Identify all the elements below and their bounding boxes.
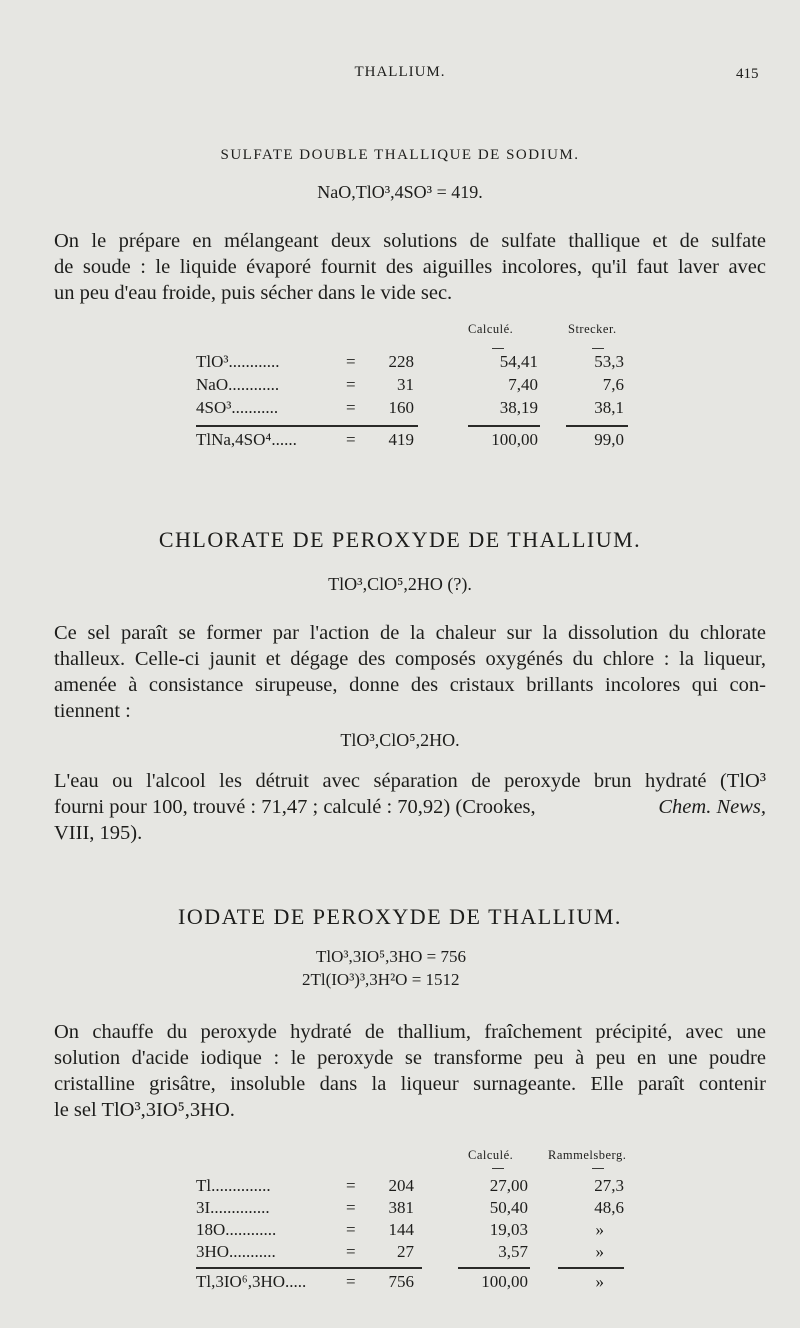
total-value: 419 <box>388 430 414 449</box>
row-name: 18O............ <box>196 1220 277 1239</box>
running-title: THALLIUM. <box>354 64 446 80</box>
row-value: 160 <box>388 398 414 417</box>
row-found: 27,3 <box>594 1176 624 1195</box>
column-dash <box>492 1168 504 1169</box>
total-rule <box>196 425 418 427</box>
section1-title: SULFATE DOUBLE THALLIQUE DE SODIUM. <box>220 147 580 163</box>
section3-formula-b: 2Tl(IO³)³,3H²O = 1512 <box>302 970 460 989</box>
section1-formula: NaO,TlO³,4SO³ = 419. <box>317 182 483 202</box>
section3-table <box>196 1148 636 1298</box>
column-dash <box>592 1168 604 1169</box>
row-equals: = <box>346 398 356 417</box>
total-calc: 100,00 <box>481 1272 528 1291</box>
paragraph-line: tiennent : <box>54 700 131 722</box>
paragraph-line: un peu d'eau froide, puis sécher dans le vide sec. <box>54 282 453 304</box>
section1-paragraph <box>54 228 766 306</box>
row-value: 228 <box>388 352 414 371</box>
paragraph-line: fourni pour 100, trouvé : 71,47 ; calculé : 70,92) (Crookes, <box>54 796 536 818</box>
section2-paragraph2 <box>54 768 766 846</box>
page-number: 415 <box>736 66 759 82</box>
total-value: 756 <box>388 1272 414 1291</box>
total-rule <box>566 425 628 427</box>
total-rule <box>196 1267 422 1269</box>
total-found: » <box>595 1272 604 1291</box>
row-calc: 38,19 <box>499 398 538 417</box>
total-rule <box>468 425 540 427</box>
total-name: Tl,3IO⁶,3HO..... <box>196 1272 307 1291</box>
row-found: 7,6 <box>602 375 624 394</box>
section3-formula-a: TlO³,3IO⁵,3HO = 756 <box>316 947 466 966</box>
row-equals: = <box>346 1176 356 1195</box>
row-value: 31 <box>397 375 414 394</box>
row-calc: 7,40 <box>508 375 538 394</box>
row-name: TlO³............ <box>196 352 280 371</box>
row-value: 381 <box>388 1198 414 1217</box>
paragraph-line: de soude : le liquide évaporé fournit des aiguilles incolores, qu'il faut laver avec <box>54 256 766 278</box>
total-rule <box>458 1267 530 1269</box>
row-calc: 50,40 <box>489 1198 528 1217</box>
total-rule <box>558 1267 624 1269</box>
row-equals: = <box>346 375 356 394</box>
section2-title: CHLORATE DE PEROXYDE DE THALLIUM. <box>158 527 642 552</box>
row-value: 204 <box>388 1176 414 1195</box>
row-name: 3HO........... <box>196 1242 276 1261</box>
total-equals: = <box>346 1272 356 1291</box>
paragraph-line-with-citation <box>54 794 766 820</box>
section2-paragraph1 <box>54 620 766 724</box>
paragraph-line: VIII, 195). <box>54 822 143 844</box>
paragraph-line: Ce sel paraît se former par l'action de la chaleur sur la dissolution du chlorate <box>54 622 766 644</box>
row-found: » <box>595 1220 604 1239</box>
section2-formula: TlO³,ClO⁵,2HO (?). <box>328 574 472 594</box>
row-found: 48,6 <box>594 1198 624 1217</box>
paragraph-line: L'eau ou l'alcool les détruit avec séparation de peroxyde brun hydraté (TlO³ <box>54 770 766 792</box>
row-found: 53,3 <box>594 352 624 371</box>
section3-title: IODATE DE PEROXYDE DE THALLIUM. <box>178 904 622 929</box>
col-header-calcule: Calculé. <box>468 1148 514 1162</box>
section3-paragraph <box>54 1019 766 1123</box>
column-dash <box>492 348 504 349</box>
row-value: 27 <box>397 1242 414 1261</box>
col-header-rammelsberg: Rammelsberg. <box>548 1148 627 1162</box>
row-calc: 19,03 <box>489 1220 528 1239</box>
total-calc: 100,00 <box>491 430 538 449</box>
row-calc: 54,41 <box>499 352 538 371</box>
row-equals: = <box>346 1198 356 1217</box>
total-equals: = <box>346 430 356 449</box>
row-equals: = <box>346 1220 356 1239</box>
row-name: 3I.............. <box>196 1198 270 1217</box>
paragraph-line: On chauffe du peroxyde hydraté de thallium, fraîchement précipité, avec une <box>54 1021 766 1043</box>
column-dash <box>592 348 604 349</box>
row-found: » <box>595 1242 604 1261</box>
row-found: 38,1 <box>594 398 624 417</box>
paragraph-line: thalleux. Celle-ci jaunit et dégage des composés oxygénés du chlore : la liqueur, <box>54 648 766 670</box>
row-equals: = <box>346 1242 356 1261</box>
row-calc: 27,00 <box>489 1176 528 1195</box>
col-header-calcule: Calculé. <box>468 322 514 336</box>
journal-citation: Chem. News, <box>658 796 766 818</box>
section1-table <box>196 322 636 462</box>
paragraph-line: solution d'acide iodique : le peroxyde se transforme peu à peu en une poudre <box>54 1047 766 1069</box>
row-name: NaO............ <box>196 375 280 394</box>
row-name: Tl.............. <box>196 1176 271 1195</box>
paragraph-line: le sel TlO³,3IO⁵,3HO. <box>54 1099 235 1121</box>
paragraph-line: On le prépare en mélangeant deux solutions de sulfate thallique et de sulfate <box>54 230 766 252</box>
col-header-strecker: Strecker. <box>568 322 617 336</box>
row-calc: 3,57 <box>498 1242 528 1261</box>
row-equals: = <box>346 352 356 371</box>
total-name: TlNa,4SO⁴...... <box>196 430 297 449</box>
paragraph-line: amenée à consistance sirupeuse, donne des cristaux brillants incolores qui con- <box>54 674 766 696</box>
row-name: 4SO³........... <box>196 398 279 417</box>
row-value: 144 <box>388 1220 414 1239</box>
section2-formula2: TlO³,ClO⁵,2HO. <box>340 730 460 750</box>
paragraph-line: cristalline grisâtre, insoluble dans la liqueur surnageante. Elle paraît contenir <box>54 1073 766 1095</box>
total-found: 99,0 <box>594 430 624 449</box>
